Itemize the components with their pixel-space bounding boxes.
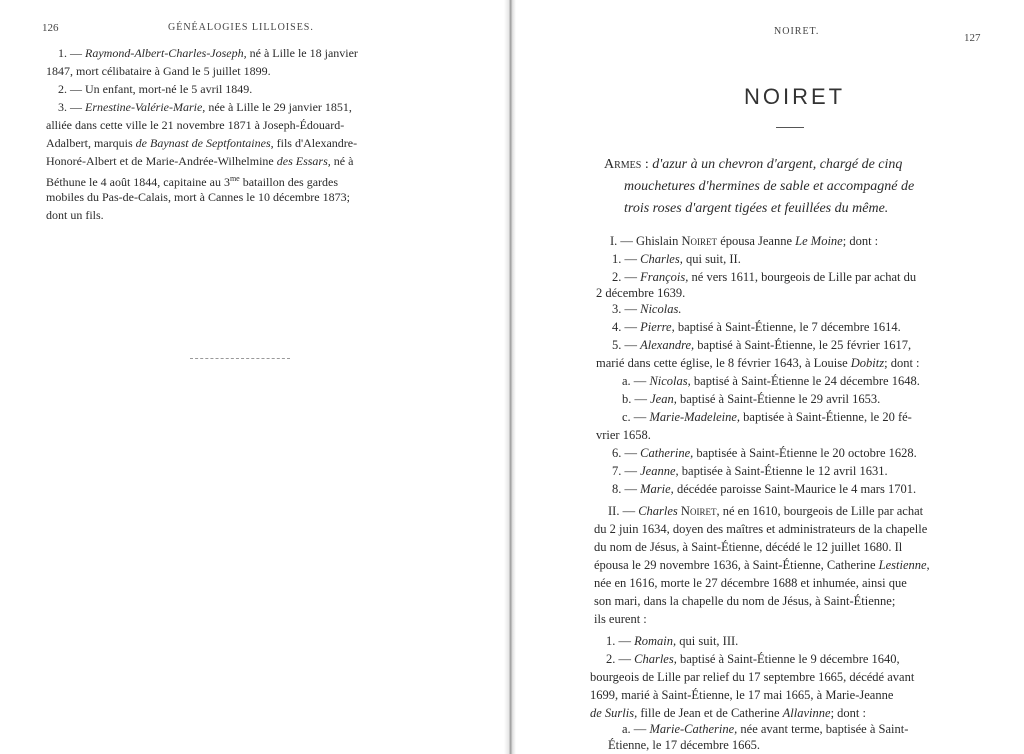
- text-line: 2. — François, né vers 1611, bourgeois de Lille par achat du: [612, 270, 917, 284]
- text-line: 3. — Ernestine-Valérie-Marie, née à Lille le 29 janvier 1851,: [58, 100, 352, 114]
- title-rule: [776, 127, 804, 128]
- arms-line: Armes : d'azur à un chevron d'argent, chargé de cinq: [604, 157, 903, 172]
- right-page: [512, 0, 1024, 754]
- text-line: 4. — Pierre, baptisé à Saint-Étienne, le 7 décembre 1614.: [612, 320, 901, 334]
- text-line: Adalbert, marquis de Baynast de Septfontaines, fils d'Alexandre-: [46, 136, 358, 150]
- text-line: 1699, marié à Saint-Étienne, le 17 mai 1665, à Marie-Jeanne: [590, 688, 894, 702]
- text-line: 8. — Marie, décédée paroisse Saint-Maurice le 4 mars 1701.: [612, 482, 917, 496]
- text-line: épousa le 29 novembre 1636, à Saint-Étienne, Catherine Lestienne,: [594, 558, 930, 572]
- text-line: 2 décembre 1639.: [596, 286, 686, 300]
- page-number: 126: [42, 22, 59, 34]
- text-line: 3. — Nicolas.: [612, 302, 682, 316]
- text-line: a. — Nicolas, baptisé à Saint-Étienne le 24 décembre 1648.: [622, 374, 920, 388]
- text-line: a. — Marie-Catherine, née avant terme, baptisée à Saint-: [622, 722, 909, 736]
- text-line: I. — Ghislain Noiret épousa Jeanne Le Moine; dont :: [610, 234, 879, 248]
- text-line: Béthune le 4 août 1844, capitaine au $3^{me}$ bataillon des gardes: [46, 174, 339, 189]
- text-line: 1. — Romain, qui suit, III.: [606, 634, 739, 648]
- running-head: GÉNÉALOGIES LILLOISES.: [168, 22, 314, 33]
- arms-line: mouchetures d'hermines de sable et accompagné de: [624, 179, 915, 194]
- text-line: 7. — Jeanne, baptisée à Saint-Étienne le 12 avril 1631.: [612, 464, 888, 478]
- text-line: vrier 1658.: [596, 428, 651, 442]
- text-line: de Surlis, fille de Jean et de Catherine Allavinne; dont :: [590, 706, 866, 720]
- left-page: [0, 0, 506, 754]
- text-line: 1. — Raymond-Albert-Charles-Joseph, né à Lille le 18 janvier: [58, 46, 358, 60]
- page-number: 127: [964, 32, 981, 44]
- text-line: c. — Marie-Madeleine, baptisée à Saint-Étienne, le 20 fé-: [622, 410, 912, 424]
- text-line: bourgeois de Lille par relief du 17 septembre 1665, décédé avant: [590, 670, 915, 684]
- text-line: du nom de Jésus, à Saint-Étienne, décédé le 12 juillet 1680. Il: [594, 540, 903, 554]
- running-head: NOIRET.: [774, 26, 820, 37]
- text-line: 2. — Un enfant, mort-né le 5 avril 1849.: [58, 82, 253, 96]
- text-line: 1. — Charles, qui suit, II.: [612, 252, 741, 266]
- text-line: Honoré-Albert et de Marie-Andrée-Wilhelmine des Essars, né à: [46, 154, 354, 168]
- text-line: son mari, dans la chapelle du nom de Jésus, à Saint-Étienne;: [594, 594, 896, 608]
- text-line: marié dans cette église, le 8 février 1643, à Louise Dobitz; dont :: [596, 356, 920, 370]
- text-line: née en 1616, morte le 27 décembre 1688 et inhumée, ainsi que: [594, 576, 907, 590]
- text-line: Étienne, le 17 décembre 1665.: [608, 738, 761, 752]
- text-line: mobiles du Pas-de-Calais, mort à Cannes le 10 décembre 1873;: [46, 190, 350, 204]
- section-title: NOIRET: [744, 84, 846, 109]
- text-line: 5. — Alexandre, baptisé à Saint-Étienne, le 25 février 1617,: [612, 338, 912, 352]
- arms-line: trois roses d'argent tigées et feuillées du même.: [624, 201, 889, 216]
- text-line: 2. — Charles, baptisé à Saint-Étienne le 9 décembre 1640,: [606, 652, 900, 666]
- separator-rule: [190, 358, 290, 359]
- text-line: du 2 juin 1634, doyen des maîtres et administrateurs de la chapelle: [594, 522, 928, 536]
- text-line: 1847, mort célibataire à Gand le 5 juillet 1899.: [46, 64, 271, 78]
- text-line: 6. — Catherine, baptisée à Saint-Étienne le 20 octobre 1628.: [612, 446, 917, 460]
- text-line: II. — Charles Noiret, né en 1610, bourgeois de Lille par achat: [608, 504, 924, 518]
- text-line: ils eurent :: [594, 612, 647, 626]
- text-line: b. — Jean, baptisé à Saint-Étienne le 29 avril 1653.: [622, 392, 881, 406]
- text-line: dont un fils.: [46, 208, 104, 222]
- text-line: alliée dans cette ville le 21 novembre 1871 à Joseph-Édouard-: [46, 118, 345, 132]
